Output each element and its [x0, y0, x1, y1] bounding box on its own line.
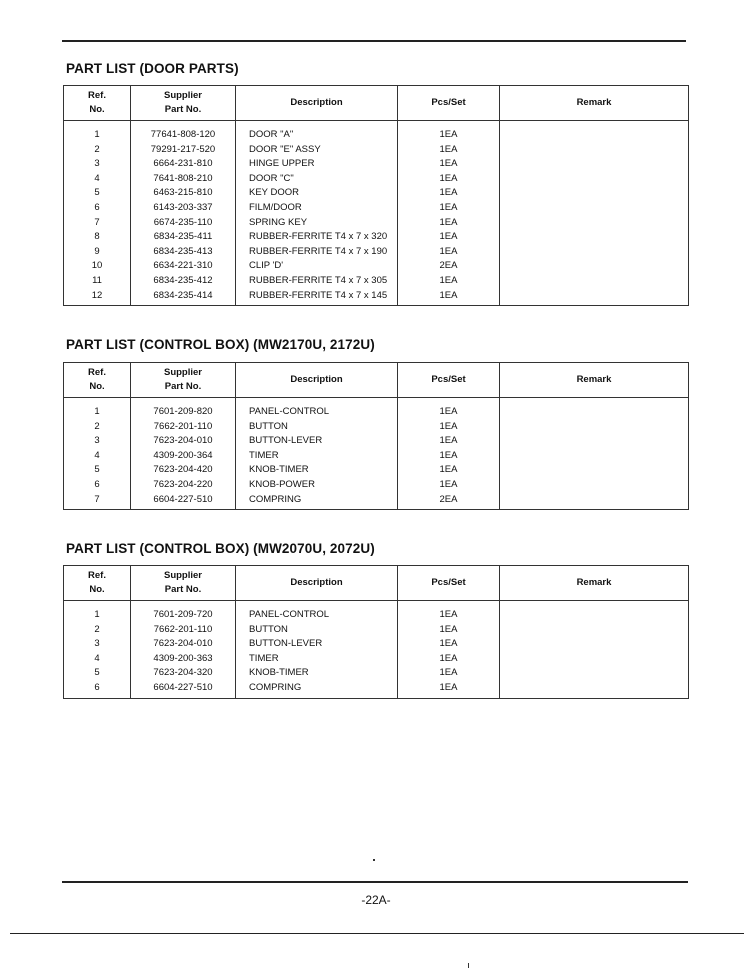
scan-speck [373, 859, 375, 861]
table-row [64, 157, 689, 172]
section-title-control-box-mw2070u: PART LIST (CONTROL BOX) (MW2070U, 2072U) [66, 541, 375, 556]
cell-remark [500, 216, 689, 231]
table-row [64, 681, 689, 698]
cell-pcs-set: 1EA [398, 216, 500, 231]
cell-part-no: 6834-235-411 [131, 230, 236, 245]
cell-remark [500, 637, 689, 652]
cell-remark [500, 601, 689, 623]
cell-part-no: 7601-209-820 [131, 398, 236, 420]
header-remark: Remark [500, 86, 689, 121]
top-rule [62, 40, 686, 42]
header-ref: Ref. No. [64, 566, 131, 601]
cell-ref: 3 [64, 637, 131, 652]
header-ref: Ref. No. [64, 86, 131, 121]
cell-ref: 4 [64, 449, 131, 464]
cell-description: RUBBER-FERRITE T4 x 7 x 305 [236, 274, 398, 289]
cell-remark [500, 463, 689, 478]
cell-part-no: 7601-209-720 [131, 601, 236, 623]
table-row [64, 245, 689, 260]
cell-part-no: 6604-227-510 [131, 493, 236, 510]
cell-remark [500, 478, 689, 493]
cell-ref: 7 [64, 216, 131, 231]
table-row [64, 216, 689, 231]
cell-part-no: 7662-201-110 [131, 420, 236, 435]
cell-description: TIMER [236, 652, 398, 667]
cell-description: BUTTON-LEVER [236, 434, 398, 449]
cell-part-no: 7623-204-010 [131, 637, 236, 652]
cell-part-no: 7623-204-220 [131, 478, 236, 493]
cell-description: TIMER [236, 449, 398, 464]
cell-ref: 2 [64, 420, 131, 435]
cell-description: RUBBER-FERRITE T4 x 7 x 190 [236, 245, 398, 260]
cell-ref: 7 [64, 493, 131, 510]
table-row [64, 398, 689, 420]
header-part-no: Supplier Part No. [131, 86, 236, 121]
table-row [64, 420, 689, 435]
cell-ref: 10 [64, 259, 131, 274]
section-title-control-box-mw2170u: PART LIST (CONTROL BOX) (MW2170U, 2172U) [66, 337, 375, 352]
bottom-rule [62, 881, 688, 883]
table-row [64, 259, 689, 274]
page-number: -22A- [361, 893, 391, 907]
cell-description: CLIP 'D' [236, 259, 398, 274]
cell-description: PANEL-CONTROL [236, 398, 398, 420]
header-remark: Remark [500, 363, 689, 398]
cell-pcs-set: 1EA [398, 420, 500, 435]
cell-part-no: 6834-235-412 [131, 274, 236, 289]
cell-remark [500, 230, 689, 245]
cell-pcs-set: 1EA [398, 652, 500, 667]
table-row [64, 289, 689, 306]
cell-remark [500, 186, 689, 201]
cell-pcs-set: 1EA [398, 143, 500, 158]
cell-description: KNOB-TIMER [236, 666, 398, 681]
cell-pcs-set: 1EA [398, 463, 500, 478]
cell-ref: 4 [64, 652, 131, 667]
cell-ref: 11 [64, 274, 131, 289]
cell-pcs-set: 1EA [398, 681, 500, 698]
table-row [64, 478, 689, 493]
cell-pcs-set: 2EA [398, 493, 500, 510]
cell-remark [500, 420, 689, 435]
header-remark: Remark [500, 566, 689, 601]
table-row [64, 121, 689, 143]
cell-description: KNOB-POWER [236, 478, 398, 493]
cell-pcs-set: 1EA [398, 601, 500, 623]
cell-remark [500, 201, 689, 216]
table-row [64, 666, 689, 681]
table-row [64, 201, 689, 216]
table-header-row [64, 566, 689, 601]
cell-pcs-set: 1EA [398, 201, 500, 216]
cell-pcs-set: 1EA [398, 623, 500, 638]
parts-table-control-box-mw2070u [63, 565, 689, 699]
table-row [64, 601, 689, 623]
cell-ref: 1 [64, 121, 131, 143]
cell-description: FILM/DOOR [236, 201, 398, 216]
cell-description: KNOB-TIMER [236, 463, 398, 478]
cell-description: KEY DOOR [236, 186, 398, 201]
cell-remark [500, 121, 689, 143]
table-row [64, 652, 689, 667]
cell-part-no: 6834-235-414 [131, 289, 236, 306]
cell-pcs-set: 1EA [398, 637, 500, 652]
cell-ref: 1 [64, 398, 131, 420]
cell-ref: 8 [64, 230, 131, 245]
cell-pcs-set: 1EA [398, 274, 500, 289]
table-row [64, 463, 689, 478]
cell-pcs-set: 1EA [398, 230, 500, 245]
cell-part-no: 6604-227-510 [131, 681, 236, 698]
cell-remark [500, 493, 689, 510]
cell-part-no: 7623-204-320 [131, 666, 236, 681]
cell-ref: 4 [64, 172, 131, 187]
header-part-no: Supplier Part No. [131, 363, 236, 398]
cell-ref: 12 [64, 289, 131, 306]
cell-remark [500, 449, 689, 464]
cell-remark [500, 259, 689, 274]
cell-description: DOOR "C" [236, 172, 398, 187]
table-row [64, 186, 689, 201]
table-header-row [64, 363, 689, 398]
cell-ref: 3 [64, 434, 131, 449]
cell-description: HINGE UPPER [236, 157, 398, 172]
cell-pcs-set: 1EA [398, 666, 500, 681]
table-row [64, 434, 689, 449]
cell-pcs-set: 1EA [398, 289, 500, 306]
cell-description: BUTTON [236, 623, 398, 638]
cell-part-no: 7623-204-420 [131, 463, 236, 478]
header-description: Description [236, 566, 398, 601]
cell-remark [500, 652, 689, 667]
cell-pcs-set: 1EA [398, 398, 500, 420]
cell-part-no: 6143-203-337 [131, 201, 236, 216]
cell-ref: 5 [64, 463, 131, 478]
cell-part-no: 6834-235-413 [131, 245, 236, 260]
cell-part-no: 4309-200-364 [131, 449, 236, 464]
cell-remark [500, 434, 689, 449]
table-row [64, 493, 689, 510]
scan-speck [468, 963, 469, 968]
cell-part-no: 6664-231-810 [131, 157, 236, 172]
cell-description: DOOR "A" [236, 121, 398, 143]
cell-ref: 3 [64, 157, 131, 172]
cell-part-no: 6634-221-310 [131, 259, 236, 274]
cell-part-no: 77641-808-120 [131, 121, 236, 143]
cell-ref: 6 [64, 478, 131, 493]
cell-ref: 1 [64, 601, 131, 623]
cell-description: BUTTON [236, 420, 398, 435]
cell-remark [500, 681, 689, 698]
cell-remark [500, 666, 689, 681]
table-row [64, 637, 689, 652]
table-row [64, 449, 689, 464]
header-pcs-set: Pcs/Set [398, 86, 500, 121]
cell-ref: 2 [64, 623, 131, 638]
header-pcs-set: Pcs/Set [398, 363, 500, 398]
cell-part-no: 4309-200-363 [131, 652, 236, 667]
cell-pcs-set: 1EA [398, 172, 500, 187]
cell-description: RUBBER-FERRITE T4 x 7 x 145 [236, 289, 398, 306]
cell-part-no: 79291-217-520 [131, 143, 236, 158]
table-row [64, 274, 689, 289]
cell-pcs-set: 1EA [398, 157, 500, 172]
section-title-door-parts: PART LIST (DOOR PARTS) [66, 61, 239, 76]
cell-pcs-set: 1EA [398, 245, 500, 260]
cell-pcs-set: 1EA [398, 434, 500, 449]
header-part-no: Supplier Part No. [131, 566, 236, 601]
cell-remark [500, 398, 689, 420]
cell-pcs-set: 1EA [398, 478, 500, 493]
cell-remark [500, 172, 689, 187]
cell-remark [500, 623, 689, 638]
table-row [64, 143, 689, 158]
cell-description: DOOR "E" ASSY [236, 143, 398, 158]
cell-description: SPRING KEY [236, 216, 398, 231]
header-description: Description [236, 363, 398, 398]
parts-table-door [63, 85, 689, 306]
cell-description: COMPRING [236, 681, 398, 698]
table-row [64, 172, 689, 187]
cell-description: RUBBER-FERRITE T4 x 7 x 320 [236, 230, 398, 245]
cell-pcs-set: 2EA [398, 259, 500, 274]
cell-ref: 5 [64, 186, 131, 201]
table-header-row [64, 86, 689, 121]
cell-pcs-set: 1EA [398, 449, 500, 464]
table-row [64, 623, 689, 638]
cell-part-no: 6674-235-110 [131, 216, 236, 231]
cell-ref: 5 [64, 666, 131, 681]
cell-ref: 6 [64, 201, 131, 216]
cell-remark [500, 157, 689, 172]
header-description: Description [236, 86, 398, 121]
cell-description: PANEL-CONTROL [236, 601, 398, 623]
cell-remark [500, 274, 689, 289]
header-ref: Ref. No. [64, 363, 131, 398]
cell-ref: 6 [64, 681, 131, 698]
header-pcs-set: Pcs/Set [398, 566, 500, 601]
cell-part-no: 7662-201-110 [131, 623, 236, 638]
cell-ref: 2 [64, 143, 131, 158]
table-row [64, 230, 689, 245]
cell-ref: 9 [64, 245, 131, 260]
cell-part-no: 7641-808-210 [131, 172, 236, 187]
cell-part-no: 7623-204-010 [131, 434, 236, 449]
page-edge-rule [10, 933, 744, 934]
cell-description: BUTTON-LEVER [236, 637, 398, 652]
cell-pcs-set: 1EA [398, 121, 500, 143]
cell-remark [500, 143, 689, 158]
parts-table-control-box-mw2170u [63, 362, 689, 510]
cell-remark [500, 289, 689, 306]
cell-description: COMPRING [236, 493, 398, 510]
cell-pcs-set: 1EA [398, 186, 500, 201]
cell-remark [500, 245, 689, 260]
cell-part-no: 6463-215-810 [131, 186, 236, 201]
